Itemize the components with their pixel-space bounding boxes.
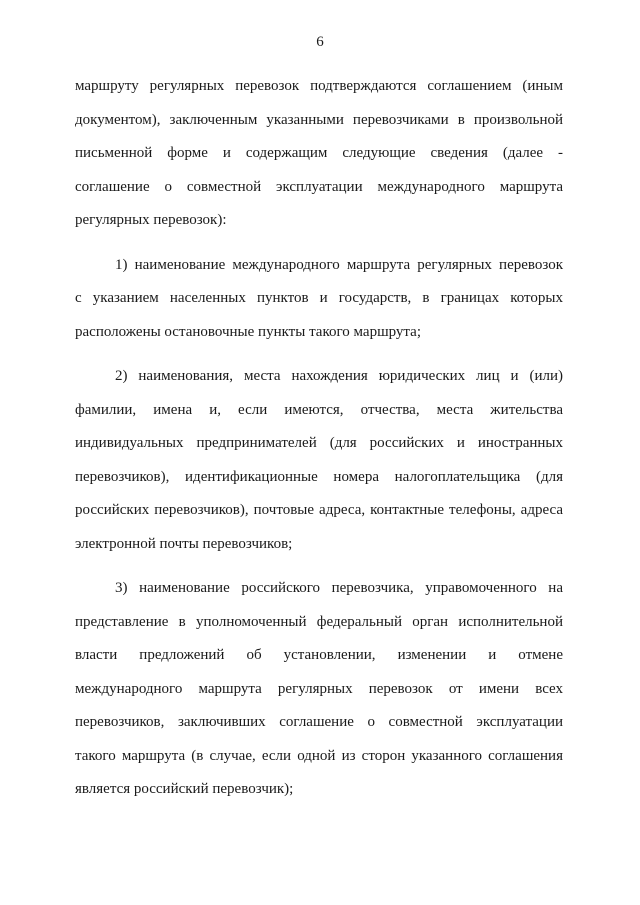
text-line: 2) наименования, места нахождения юридических лиц и (или)	[115, 368, 563, 384]
paragraph	[75, 360, 563, 561]
text-line: индивидуальных предпринимателей (для российских и иностранных	[75, 435, 563, 451]
text-line: представление в уполномоченный федеральный орган исполнительной	[75, 613, 563, 630]
text-line: международного маршрута регулярных перевозок от имени всех	[75, 680, 563, 697]
text-line: 1) наименование международного маршрута регулярных перевозок	[115, 256, 563, 273]
text-line: маршруту регулярных перевозок подтверждаются соглашением (иным	[75, 78, 563, 94]
text-line: перевозчиков, заключивших соглашение о совместной эксплуатации	[75, 714, 563, 730]
text-line: соглашение о совместной эксплуатации международного маршрута	[75, 178, 563, 195]
paragraph	[75, 249, 563, 350]
text-line: расположены остановочные пункты такого маршрута;	[75, 323, 421, 340]
paragraph	[75, 70, 563, 238]
text-line: с указанием населенных пунктов и государств, в границах которых	[75, 290, 563, 306]
text-line: такого маршрута (в случае, если одной из сторон указанного соглашения	[75, 747, 563, 764]
text-line: электронной почты перевозчиков;	[75, 535, 293, 552]
text-line: регулярных перевозок):	[75, 212, 227, 228]
text-line: российских перевозчиков), почтовые адреса, контактные телефоны, адреса	[75, 502, 563, 518]
text-line: является российский перевозчик);	[75, 781, 294, 797]
text-line: фамилии, имена и, если имеются, отчества, места жительства	[75, 401, 563, 418]
paragraph	[75, 572, 563, 807]
text-line: письменной форме и содержащим следующие сведения (далее -	[75, 145, 563, 161]
document-body	[75, 70, 563, 818]
text-line: документом), заключенным указанными перевозчиками в произвольной	[75, 111, 563, 128]
text-line: власти предложений об установлении, изменении и отмене	[75, 647, 563, 663]
page-number: 6	[316, 34, 324, 50]
text-line: перевозчиков), идентификационные номера налогоплательщика (для	[75, 468, 563, 485]
text-line: 3) наименование российского перевозчика, управомоченного на	[115, 580, 563, 596]
